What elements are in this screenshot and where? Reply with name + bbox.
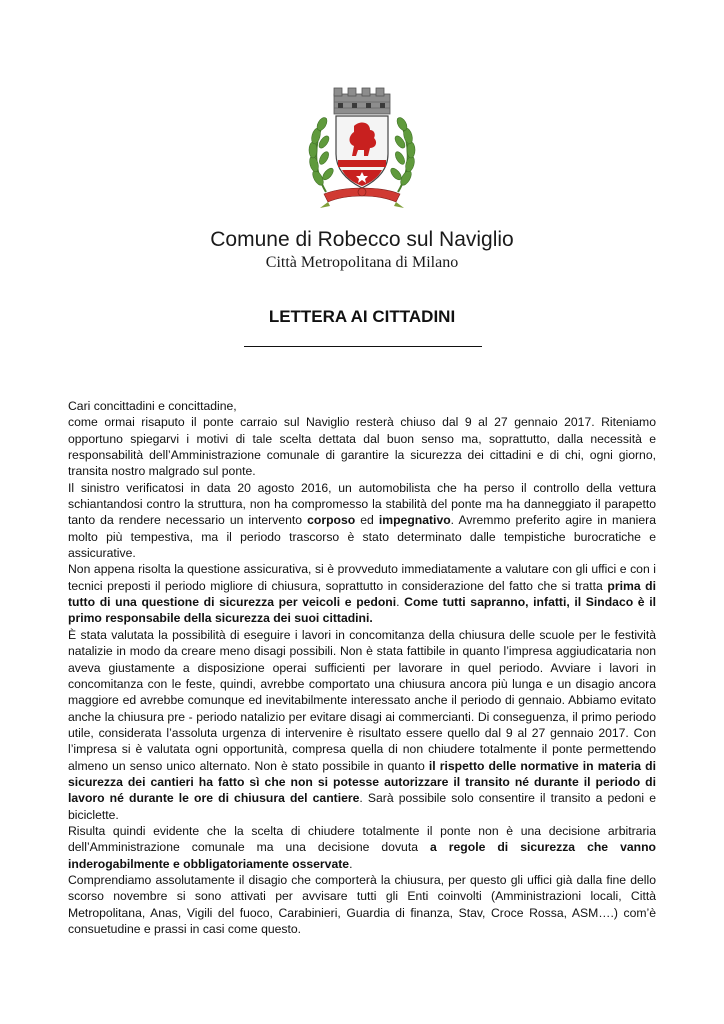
paragraph-accident <box>68 480 656 562</box>
bold-segment: a regole di sicurezza che vanno inderogabilmente e obbligatoriamente osservate <box>68 840 656 871</box>
text-segment: . Sarà possibile solo consentire il transito a pedoni e biciclette. <box>68 791 656 822</box>
bold-segment: prima di tutto di una questione di sicurezza per veicoli e pedoni <box>68 578 656 610</box>
text-segment: Il sinistro verificatosi in data 20 agosto 2016, un automobilista che ha perso il controllo della vettura schiantandosi contro la struttura, non ha compromesso la stabilità del ponte ma ha danneggiato il parapetto tanto da rendere necessario un intervento <box>68 480 656 528</box>
text-segment: È stata valutata la possibilità di eseguire i lavori in concomitanza della chiusura delle scuole per le festività natalizie in modo da creare meno disagi possibili. Non è stata fattibile in quanto l’impresa aggiudicataria non aveva giustamente a disposizione operai sufficienti per lavorare in quel periodo. Avviare i lavori in concomitanza con le feste, quindi, avrebbe comportato una chiusura ancora più lunga e un disagio ancora maggiore ed avrebbe comunque ed inevitabilmente interessato anche il periodo di gennaio. Abbiamo evitato anche la chiusura pre - periodo natalizio per evitare disagi ai commercianti. Di conseguenza, il primo periodo utile, considerata l’assoluta urgenza di intervenire è risultato essere quello dal 9 al 27 gennaio 2017. Con l’impresa si è valutata ogni opportunità, compresa quella di non chiudere totalmente il ponte permettendo almeno un senso unico alternato. Non è stato possibile in quanto <box>68 627 656 773</box>
bold-segment: corposo <box>307 513 356 528</box>
metropolitan-city: Città Metropolitana di Milano <box>265 254 459 271</box>
paragraph-notifications: Comprendiamo assolutamente il disagio che comporterà la chiusura, per questo gli uffici già dalla fine dello scorso novembre si sono attivati per avvisare tutti gli Enti coinvolti (Amministrazioni locali, Città Metropolitana, Anas, Vigili del fuoco, Carabinieri, Guardia di finanza, Stav, Croce Rossa, ASM….) com’è consuetudine e prassi in casi come questo. <box>68 872 656 936</box>
text-segment: Non appena risolta la questione assicurativa, si è provveduto immediatamente a valutare con gli uffici e con i tecnici preposti il periodo migliore di chiusura, soprattutto in considerazione del fatto che si tratta <box>68 562 656 593</box>
title-underline <box>244 346 482 347</box>
letter-body <box>68 398 656 937</box>
paragraph-scheduling <box>68 627 656 823</box>
text-segment: ed <box>355 513 379 528</box>
letter-title: LETTERA AI CITTADINI <box>268 307 456 326</box>
paragraph-safety <box>68 561 656 626</box>
town-name: Comune di Robecco sul Naviglio <box>210 228 514 251</box>
bold-segment: impegnativo <box>378 513 451 528</box>
bold-segment: Come tutti sapranno, infatti, il Sindaco è il primo responsabile della sicurezza dei suoi cittadini. <box>68 595 656 626</box>
paragraph-decision <box>68 823 656 872</box>
salutation: Cari concittadini e concittadine, <box>68 399 237 413</box>
text-segment: . <box>396 595 405 610</box>
paragraph-closure-dates: come ormai risaputo il ponte carraio sul Naviglio resterà chiuso dal 9 al 27 gennaio 2017. Riteniamo opportuno spiegarvi i motivi di tale scelta dettata dal buon senso ma, soprattutto, dalla necessità e responsabilità dell’Amministrazione comunale di garantire la sicurezza dei cittadini e di chi, ogni giorno, transita nostro malgrado sul ponte. <box>68 415 656 479</box>
text-segment: . Avremmo preferito agire in maniera molto più tempestiva, ma il periodo trascorso è stato determinato dalle tempistiche burocratiche e assicurative. <box>68 513 656 561</box>
bold-segment: il rispetto delle normative in materia di sicurezza dei cantieri ha fatto sì che non si potesse autorizzare il transito né durante il periodo di lavoro né durante le ore di chiusura del cantiere <box>68 758 656 806</box>
municipal-coat-of-arms <box>304 82 420 210</box>
text-segment: Risulta quindi evidente che la scelta di chiudere totalmente il ponte non è una decisione arbitraria dell’Amministrazione comunale ma una decisione dovuta <box>68 823 656 855</box>
text-segment: . <box>349 856 353 871</box>
